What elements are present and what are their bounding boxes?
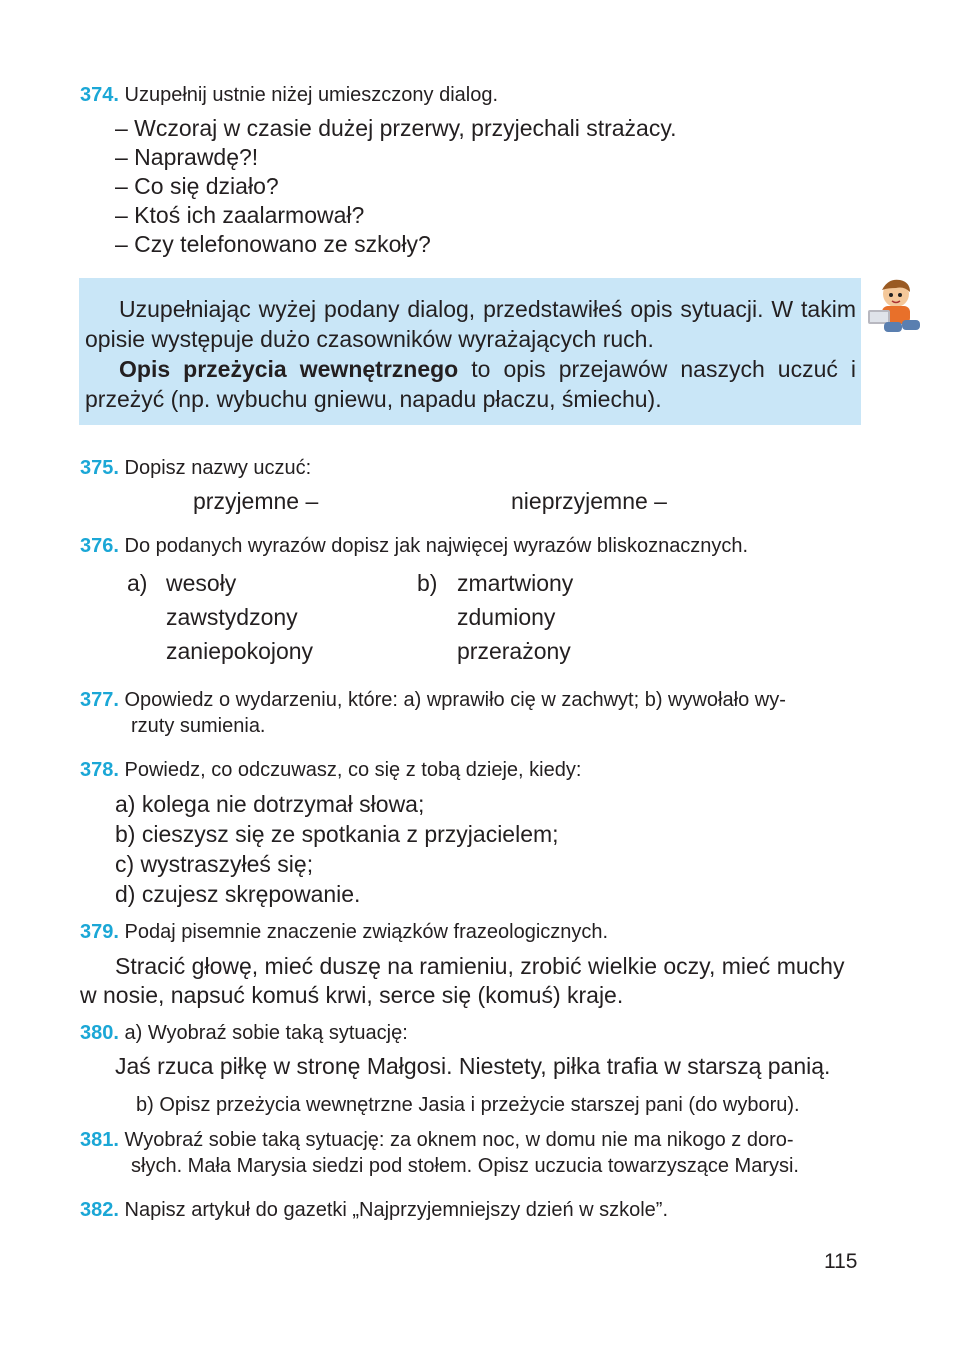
info-paragraph-2 <box>85 354 856 414</box>
exercise-380-header <box>80 1020 408 1046</box>
exercise-number: 377. <box>80 689 119 711</box>
word-item: zawstydzony <box>166 604 298 630</box>
phrases-line: w nosie, napsuć komuś krwi, serce się (komuś) kraje. <box>80 982 624 1008</box>
info-box <box>79 278 861 425</box>
exercise-379-header <box>80 919 608 945</box>
exercise-number: 374. <box>80 84 119 106</box>
dialog-line: – Naprawdę?! <box>115 144 259 170</box>
unpleasant-feelings-label: nieprzyjemne – <box>511 488 667 514</box>
dialog-line: – Czy telefonowano ze szkoły? <box>115 231 431 257</box>
dialog-line: – Co się działo? <box>115 173 279 199</box>
exercise-instruction-cont: rzuty sumienia. <box>131 715 266 737</box>
word-item: zmartwiony <box>457 570 574 596</box>
exercise-instruction: a) Wyobraź sobie taką sytuację: <box>124 1022 408 1044</box>
list-item: b) cieszysz się ze spotkania z przyjacielem; <box>115 821 559 847</box>
exercise-378-header <box>80 757 581 783</box>
word-item: wesoły <box>166 570 237 596</box>
situation-text: Jaś rzuca piłkę w stronę Małgosi. Niestety, piłka trafia w starszą panią. <box>115 1053 831 1079</box>
word-item: zaniepokojony <box>166 638 314 664</box>
page-number: 115 <box>824 1250 858 1273</box>
exercise-instruction: Uzupełnij ustnie niżej umieszczony dialog. <box>124 84 499 106</box>
info-definition: to opis przejawów naszych uczuć i przeżyć (np. wybuchu gniewu, napadu płaczu, śmiechu). <box>85 356 857 412</box>
exercise-instruction: Powiedz, co odczuwasz, co się z tobą dzieje, kiedy: <box>124 759 582 781</box>
dialog-line: – Wczoraj w czasie dużej przerwy, przyjechali strażacy. <box>115 115 677 141</box>
info-paragraph-1: Uzupełniając wyżej podany dialog, przedstawiłeś opis sytuacji. W takim opisie występuje dużo czasowników wyrażających ruch. <box>85 296 856 352</box>
exercise-instruction: Wyobraź sobie taką sytuację: za oknem noc, w domu nie ma nikogo z doro- <box>124 1129 794 1151</box>
exercise-number: 380. <box>80 1022 119 1044</box>
boy-with-laptop-icon <box>866 276 926 334</box>
info-term: Opis przeżycia wewnętrznego <box>119 356 459 382</box>
exercise-376-header <box>80 533 748 559</box>
pleasant-feelings-label: przyjemne – <box>193 488 319 514</box>
dialog-line: – Ktoś ich zaalarmował? <box>115 202 365 228</box>
exercise-number: 381. <box>80 1129 119 1151</box>
list-item: d) czujesz skrępowanie. <box>115 881 361 907</box>
list-b-label: b) <box>417 570 438 596</box>
exercise-381 <box>80 1127 794 1153</box>
word-item: przerażony <box>457 638 571 664</box>
exercise-374-header <box>80 82 498 108</box>
exercise-instruction: Do podanych wyrazów dopisz jak najwięcej wyrazów bliskoznacznych. <box>124 535 749 557</box>
exercise-377 <box>80 687 786 713</box>
exercise-instruction: Napisz artykuł do gazetki „Najprzyjemniejszy dzień w szkole”. <box>124 1199 669 1221</box>
word-item: zdumiony <box>457 604 556 630</box>
list-item: a) kolega nie dotrzymał słowa; <box>115 791 425 817</box>
exercise-instruction: Podaj pisemnie znaczenie związków frazeologicznych. <box>124 921 609 943</box>
exercise-number: 376. <box>80 535 119 557</box>
exercise-375-header <box>80 455 311 481</box>
exercise-382 <box>80 1197 668 1223</box>
exercise-number: 382. <box>80 1199 119 1221</box>
phrases-line: Stracić głowę, mieć duszę na ramieniu, zrobić wielkie oczy, mieć muchy <box>115 953 845 979</box>
exercise-number: 379. <box>80 921 119 943</box>
exercise-instruction: Dopisz nazwy uczuć: <box>124 457 312 479</box>
exercise-number: 375. <box>80 457 119 479</box>
exercise-number: 378. <box>80 759 119 781</box>
exercise-instruction-cont: słych. Mała Marysia siedzi pod stołem. Opisz uczucia towarzyszące Marysi. <box>131 1155 799 1177</box>
list-a-label: a) <box>127 570 148 596</box>
exercise-instruction-b: b) Opisz przeżycia wewnętrzne Jasia i przeżycie starszej pani (do wyboru). <box>136 1094 800 1116</box>
list-item: c) wystraszyłeś się; <box>115 851 314 877</box>
exercise-instruction: Opowiedz o wydarzeniu, które: a) wprawiło cię w zachwyt; b) wywołało wy- <box>124 689 786 711</box>
